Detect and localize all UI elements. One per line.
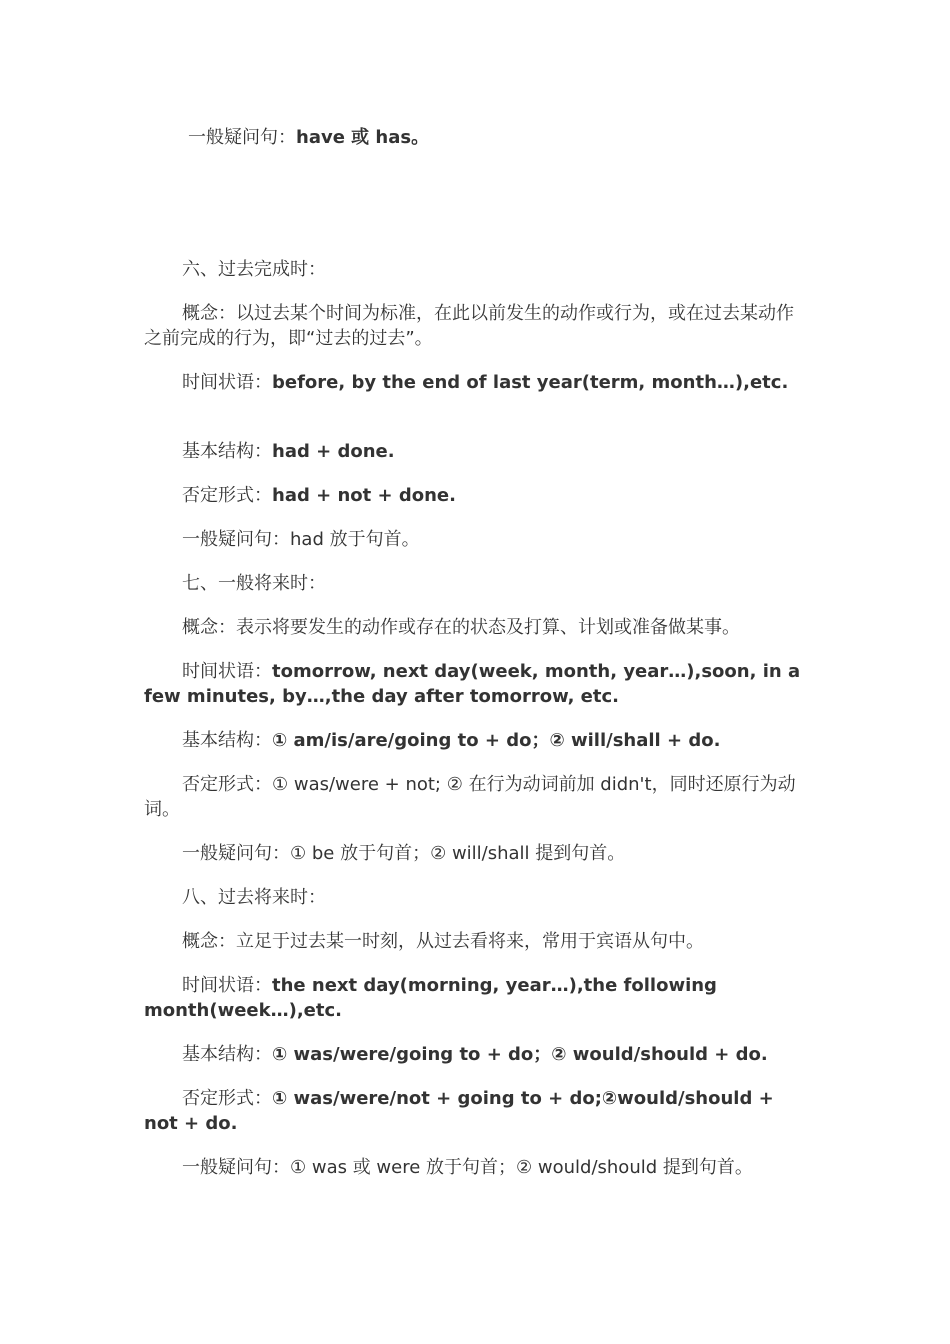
paragraph-time-adverbial-past-perfect	[144, 370, 810, 395]
paragraph-question-form-1	[144, 125, 810, 150]
paragraph-structure-future-in-past	[144, 1042, 810, 1067]
paragraph-label: 否定形式：	[182, 1088, 272, 1109]
section-heading-future-in-past	[144, 885, 810, 910]
paragraph-label: 一般疑问句：	[182, 1157, 290, 1178]
paragraph-label: 时间状语：	[182, 372, 272, 393]
paragraph-content: had 放于句首。	[290, 529, 420, 550]
section-heading-label: 七、一般将来时：	[182, 573, 326, 594]
section-heading-simple-future	[144, 571, 810, 596]
paragraph-label: 时间状语：	[182, 661, 272, 682]
paragraph-question-future-in-past	[144, 1155, 810, 1180]
paragraph-content: 立足于过去某一时刻，从过去看将来，常用于宾语从句中。	[236, 931, 704, 952]
paragraph-label: 概念：	[182, 931, 236, 952]
paragraph-concept-future-in-past	[144, 929, 810, 954]
paragraph-content: ① be 放于句首；② will/shall 提到句首。	[290, 843, 626, 864]
paragraph-content: ① was/were + not; ② 在行为动词前加 didn't，同时还原行为动词。	[144, 774, 796, 820]
paragraph-negative-simple-future	[144, 772, 810, 822]
section-heading-label: 六、过去完成时：	[182, 259, 326, 280]
paragraph-content: have 或 has。	[296, 127, 430, 148]
paragraph-content: 以过去某个时间为标准，在此以前发生的动作或行为，或在过去某动作之前完成的行为，即“过去的过去”。	[144, 303, 794, 349]
section-heading-past-perfect	[144, 257, 810, 282]
paragraph-content: ① was/were/going to + do；② would/should + do.	[272, 1044, 768, 1065]
paragraph-label: 一般疑问句：	[182, 529, 290, 550]
paragraph-label: 基本结构：	[182, 730, 272, 751]
paragraph-label: 基本结构：	[182, 1044, 272, 1065]
paragraph-concept-past-perfect	[144, 301, 810, 351]
paragraph-content: ① was 或 were 放于句首；② would/should 提到句首。	[290, 1157, 753, 1178]
paragraph-label: 概念：	[182, 617, 236, 638]
paragraph-label: 否定形式：	[182, 485, 272, 506]
paragraph-label: 一般疑问句：	[182, 843, 290, 864]
paragraph-content: had + not + done.	[272, 485, 456, 506]
paragraph-question-simple-future	[144, 841, 810, 866]
paragraph-structure-past-perfect	[144, 439, 810, 464]
paragraph-label: 基本结构：	[182, 441, 272, 462]
paragraph-content: ① am/is/are/going to + do；② will/shall + do.	[272, 730, 721, 751]
section-heading-label: 八、过去将来时：	[182, 887, 326, 908]
paragraph-content: had + done.	[272, 441, 395, 462]
paragraph-time-adverbial-simple-future	[144, 659, 810, 709]
paragraph-content: tomorrow, next day(week, month, year…),soon, in a few minutes, by…,the day after tomorrow, etc.	[144, 661, 801, 707]
paragraph-label: 概念：	[182, 303, 236, 324]
paragraph-time-adverbial-future-in-past	[144, 973, 810, 1023]
paragraph-content: before, by the end of last year(term, month…),etc.	[272, 372, 789, 393]
paragraph-question-past-perfect	[144, 527, 810, 552]
paragraph-negative-future-in-past	[144, 1086, 810, 1136]
paragraph-concept-simple-future	[144, 615, 810, 640]
paragraph-content: the next day(morning, year…),the following month(week…),etc.	[144, 975, 717, 1021]
paragraph-structure-simple-future	[144, 728, 810, 753]
paragraph-label: 一般疑问句：	[188, 127, 296, 148]
paragraph-content: 表示将要发生的动作或存在的状态及打算、计划或准备做某事。	[236, 617, 740, 638]
paragraph-label: 时间状语：	[182, 975, 272, 996]
paragraph-negative-past-perfect	[144, 483, 810, 508]
paragraph-content: ① was/were/not + going to + do;②would/should + not + do.	[144, 1088, 774, 1134]
paragraph-label: 否定形式：	[182, 774, 272, 795]
